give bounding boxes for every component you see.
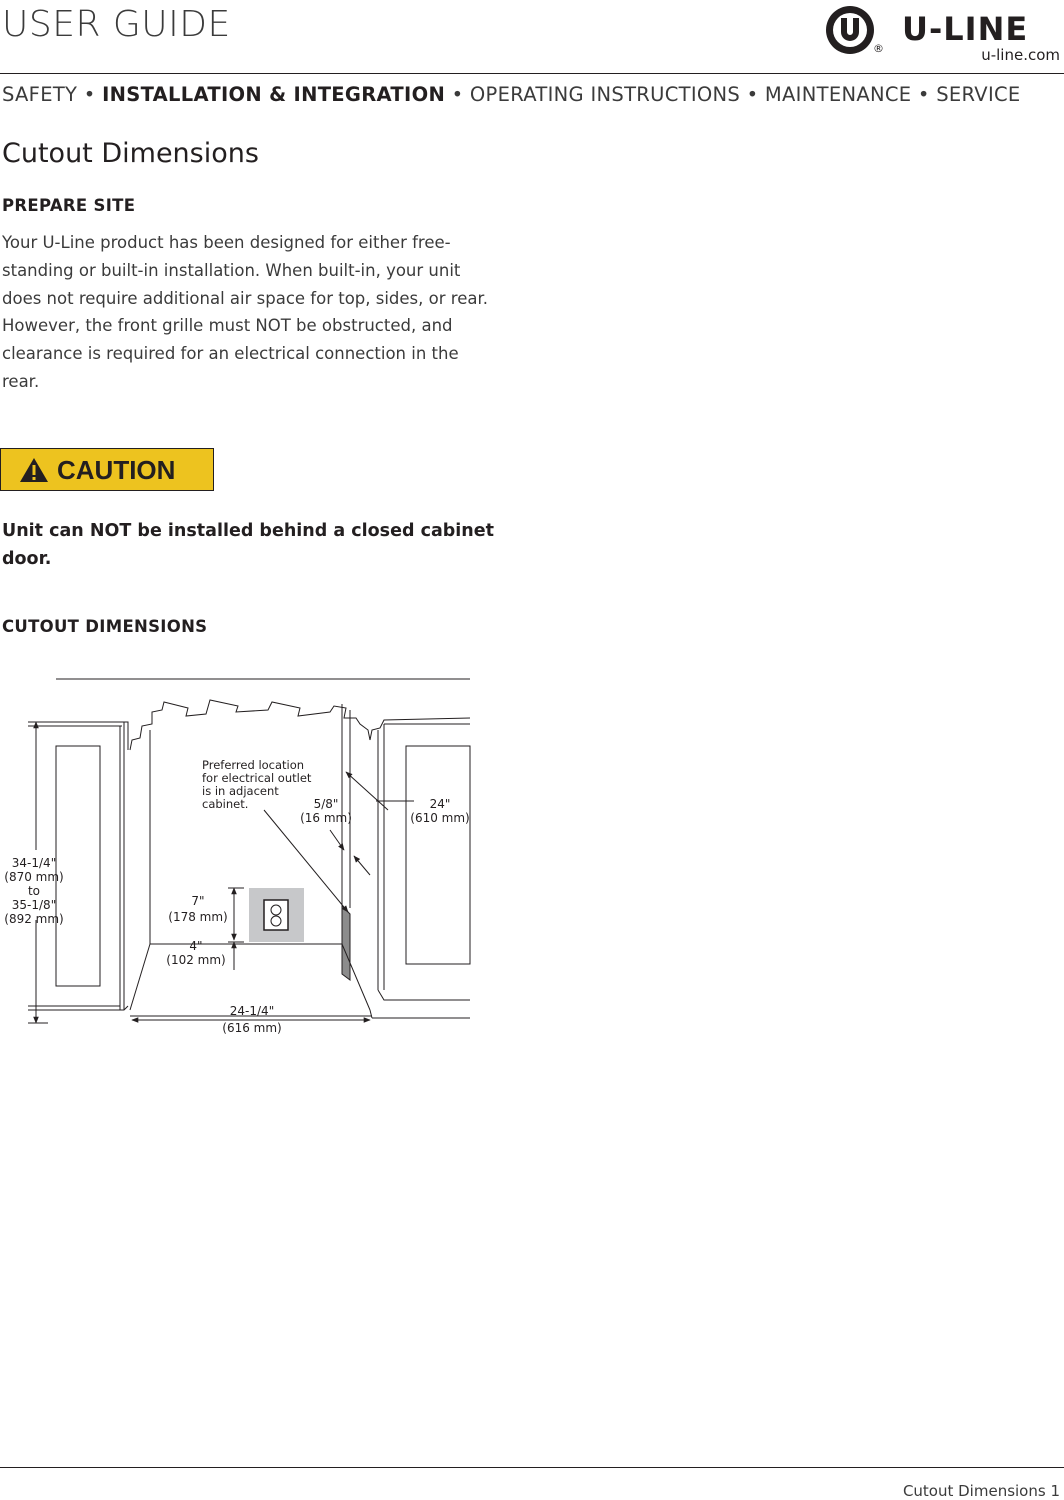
cutout-diagram <box>0 670 480 1040</box>
gap-label: (16 mm) <box>300 811 352 825</box>
outlet-floor-label: 4" <box>189 939 203 953</box>
width-label: (616 mm) <box>222 1021 282 1035</box>
gap-label: 5/8" <box>313 797 339 811</box>
nav-operating: OPERATING INSTRUCTIONS <box>469 83 741 106</box>
prepare-site-text: Your U-Line product has been designed for either free-standing or built-in installation. When built-in, your unit does not require additional air space for top, sides, or rear. However, the front grille must NOT be obstructed, and clearance is required for an electrical connection in the rear. <box>2 233 488 391</box>
document-title: USER GUIDE <box>2 4 231 45</box>
nav-maintenance: MAINTENANCE <box>764 83 912 106</box>
electrical-outlet-icon <box>264 900 288 930</box>
outlet-note-line3: is in adjacent <box>202 784 279 798</box>
nav-separator: • <box>83 83 96 106</box>
outlet-note-line1: Preferred location <box>202 758 305 772</box>
height-label: 34-1/4" <box>11 856 57 870</box>
nav-separator: • <box>451 83 464 106</box>
depth-label: (610 mm) <box>410 811 470 825</box>
outlet-note-line2: for electrical outlet <box>202 771 312 785</box>
outlet-note-line4: cabinet. <box>202 797 249 811</box>
nav-separator: • <box>746 83 759 106</box>
outlet-height-label: (178 mm) <box>168 910 228 924</box>
nav-installation-active: INSTALLATION & INTEGRATION <box>102 83 446 106</box>
height-label: (870 mm) <box>4 870 64 884</box>
outlet-floor-label: (102 mm) <box>166 953 226 967</box>
height-label: to <box>27 884 41 898</box>
brand-wordmark: U-LINE <box>902 10 1029 48</box>
height-label: 35-1/8" <box>11 898 57 912</box>
depth-label: 24" <box>429 797 451 811</box>
warning-triangle-icon <box>19 457 49 483</box>
height-label: (892 mm) <box>4 912 64 926</box>
outlet-height-label: 7" <box>191 894 205 908</box>
section-nav <box>2 83 1021 106</box>
cutout-dimensions-heading: CUTOUT DIMENSIONS <box>2 617 208 636</box>
nav-safety: SAFETY <box>2 83 78 106</box>
caution-label: CAUTION <box>57 455 176 485</box>
nav-separator: • <box>917 83 930 106</box>
page-footer: Cutout Dimensions 1 <box>902 1482 1060 1500</box>
prepare-site-heading: PREPARE SITE <box>2 196 136 215</box>
caution-banner <box>0 448 214 491</box>
footer-rule <box>0 1467 1064 1468</box>
cabinet-door-warning: Unit can NOT be installed behind a closed cabinet door. <box>2 521 494 569</box>
nav-service: SERVICE <box>936 83 1021 106</box>
width-label: 24-1/4" <box>229 1004 275 1018</box>
header-rule <box>0 73 1064 74</box>
website-url: u-line.com <box>981 46 1060 64</box>
registered-mark: ® <box>873 42 884 55</box>
page-heading: Cutout Dimensions <box>2 138 259 169</box>
